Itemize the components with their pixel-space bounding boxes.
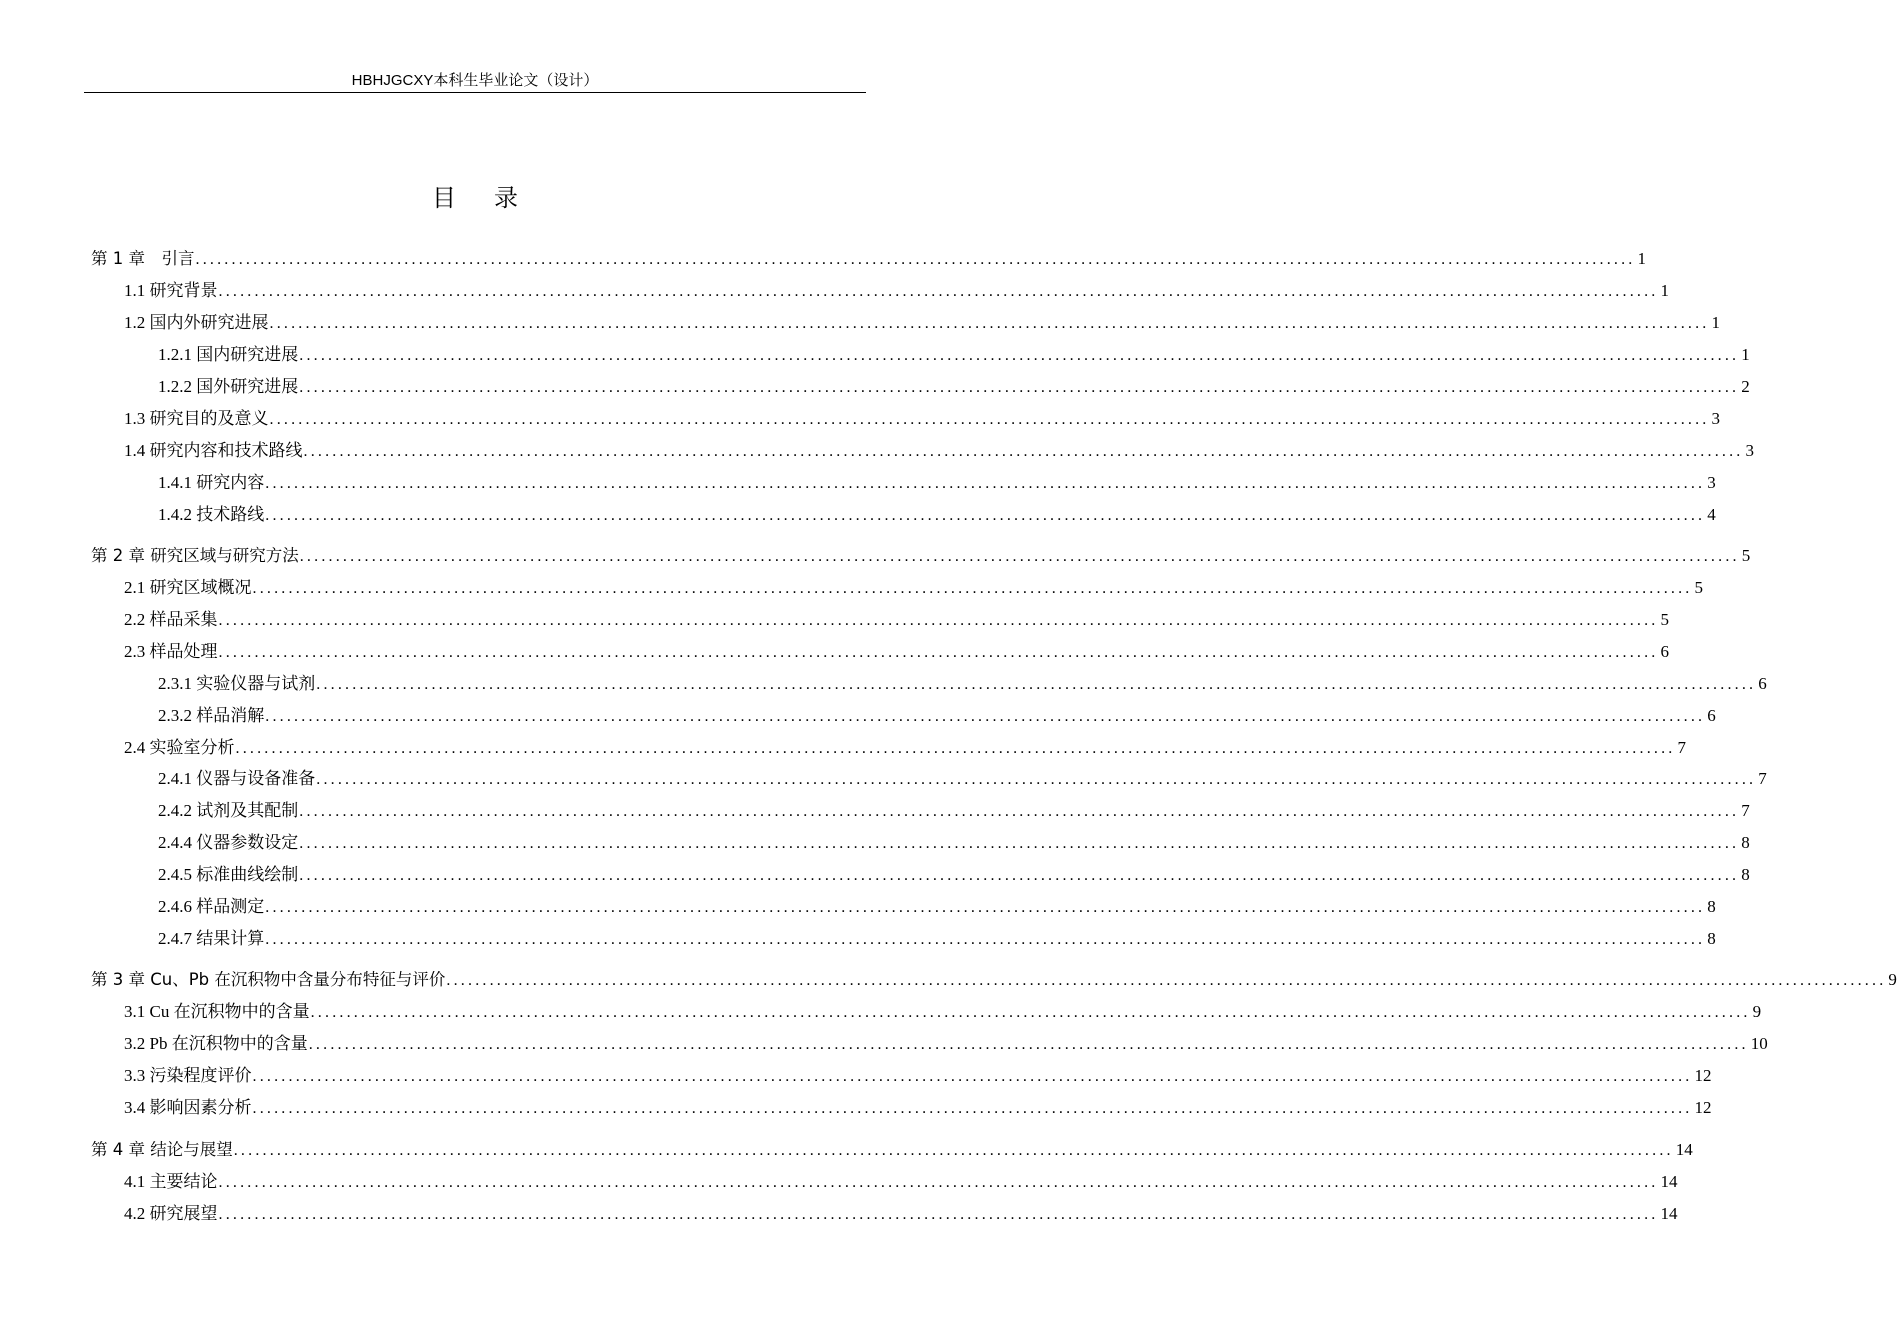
toc-entry-label: 2.3 样品处理	[124, 642, 218, 661]
toc-section-entry[interactable]	[124, 1097, 1712, 1120]
toc-page-number: 10	[1750, 1034, 1768, 1053]
toc-leader-dots: ........................................................................................................................................................................................................	[299, 867, 1740, 884]
toc-section-entry[interactable]	[124, 312, 1720, 335]
toc-page-number: 9	[1888, 970, 1897, 989]
toc-entry-label: 1.2.2 国外研究进展	[158, 377, 299, 396]
toc-section-entry[interactable]	[124, 408, 1720, 431]
toc-leader-dots: ........................................................................................................................................................................................................	[299, 379, 1740, 396]
toc-section-entry[interactable]	[158, 673, 1767, 696]
toc-chapter-entry[interactable]	[91, 545, 1751, 568]
toc-leader-dots: ........................................................................................................................................................................................................	[218, 644, 1659, 661]
toc-entry-label: 2.3.2 样品消解	[158, 706, 265, 725]
toc-section-entry[interactable]	[124, 280, 1669, 303]
toc-section-entry[interactable]	[124, 641, 1669, 664]
toc-leader-dots: ........................................................................................................................................................................................................	[299, 835, 1740, 852]
toc-leader-dots: ........................................................................................................................................................................................................	[235, 740, 1676, 757]
toc-entry-label: 1.4 研究内容和技术路线	[124, 441, 303, 460]
toc-page-number: 14	[1675, 1140, 1693, 1159]
toc-leader-dots: ........................................................................................................................................................................................................	[265, 899, 1706, 916]
toc-page-number: 3	[1711, 409, 1720, 428]
toc-page-number: 5	[1694, 578, 1703, 597]
toc-entry-label: 第 3 章 Cu、Pb 在沉积物中含量分布特征与评价	[91, 970, 446, 989]
toc-leader-dots: ........................................................................................................................................................................................................	[218, 1174, 1659, 1191]
page-header: HBHJGCXY本科生毕业论文（设计）	[351, 72, 599, 89]
toc-leader-dots: ........................................................................................................................................................................................................	[265, 475, 1706, 492]
toc-page-number: 7	[1741, 801, 1750, 820]
toc-entry-label: 第 1 章 引言	[91, 249, 195, 268]
toc-section-entry[interactable]	[124, 1203, 1678, 1226]
toc-section-entry[interactable]	[158, 928, 1716, 951]
toc-leader-dots: ........................................................................................................................................................................................................	[218, 283, 1659, 300]
toc-page-number: 5	[1741, 546, 1751, 565]
toc-entry-label: 2.4.2 试剂及其配制	[158, 801, 299, 820]
toc-leader-dots: ........................................................................................................................................................................................................	[299, 347, 1740, 364]
toc-entry-label: 4.2 研究展望	[124, 1204, 218, 1223]
toc-leader-dots: ........................................................................................................................................................................................................	[446, 972, 1887, 989]
toc-entry-label: 2.4.4 仪器参数设定	[158, 833, 299, 852]
toc-page-number: 12	[1694, 1098, 1712, 1117]
toc-chapter-entry[interactable]	[91, 248, 1646, 271]
toc-entry-label: 1.4.2 技术路线	[158, 505, 265, 524]
toc-leader-dots: ........................................................................................................................................................................................................	[269, 411, 1710, 428]
toc-page-number: 14	[1660, 1172, 1678, 1191]
toc-page-number: 14	[1660, 1204, 1678, 1223]
toc-leader-dots: ........................................................................................................................................................................................................	[265, 708, 1706, 725]
toc-title: 目录	[432, 184, 556, 212]
toc-entry-label: 2.1 研究区域概况	[124, 578, 252, 597]
toc-section-entry[interactable]	[124, 1033, 1768, 1056]
toc-entry-label: 3.4 影响因素分析	[124, 1098, 252, 1117]
toc-section-entry[interactable]	[158, 896, 1716, 919]
toc-page-number: 8	[1707, 929, 1716, 948]
toc-chapter-entry[interactable]	[91, 1139, 1693, 1162]
toc-section-entry[interactable]	[158, 504, 1716, 527]
toc-section-entry[interactable]	[158, 864, 1750, 887]
toc-entry-label: 2.4 实验室分析	[124, 738, 235, 757]
toc-entry-label: 第 4 章 结论与展望	[91, 1140, 233, 1159]
toc-section-entry[interactable]	[124, 737, 1686, 760]
toc-leader-dots: ........................................................................................................................................................................................................	[310, 1004, 1751, 1021]
toc-page-number: 12	[1694, 1066, 1712, 1085]
toc-entry-label: 1.2.1 国内研究进展	[158, 345, 299, 364]
toc-entry-label: 3.2 Pb 在沉积物中的含量	[124, 1034, 308, 1053]
toc-entry-label: 1.3 研究目的及意义	[124, 409, 269, 428]
toc-page-number: 8	[1741, 865, 1750, 884]
toc-section-entry[interactable]	[158, 768, 1767, 791]
toc-leader-dots: ........................................................................................................................................................................................................	[252, 580, 1693, 597]
toc-page-number: 1	[1660, 281, 1669, 300]
toc-page-number: 2	[1741, 377, 1750, 396]
toc-page-number: 3	[1707, 473, 1716, 492]
toc-entry-label: 2.4.6 样品测定	[158, 897, 265, 916]
toc-entry-label: 1.2 国内外研究进展	[124, 313, 269, 332]
toc-leader-dots: ........................................................................................................................................................................................................	[303, 443, 1744, 460]
toc-page-number: 1	[1741, 345, 1750, 364]
toc-leader-dots: ........................................................................................................................................................................................................	[316, 771, 1757, 788]
toc-page-number: 6	[1707, 706, 1716, 725]
toc-leader-dots: ........................................................................................................................................................................................................	[308, 1036, 1749, 1053]
toc-section-entry[interactable]	[124, 609, 1669, 632]
toc-leader-dots: ........................................................................................................................................................................................................	[299, 548, 1740, 565]
toc-entry-label: 1.4.1 研究内容	[158, 473, 265, 492]
toc-section-entry[interactable]	[124, 1001, 1762, 1024]
toc-entry-label: 2.3.1 实验仪器与试剂	[158, 674, 316, 693]
toc-entry-label: 3.3 污染程度评价	[124, 1066, 252, 1085]
toc-chapter-entry[interactable]	[91, 969, 1897, 992]
toc-entry-label: 1.1 研究背景	[124, 281, 218, 300]
toc-section-entry[interactable]	[158, 344, 1750, 367]
toc-leader-dots: ........................................................................................................................................................................................................	[218, 1206, 1659, 1223]
header-rule	[84, 92, 866, 93]
toc-entry-label: 4.1 主要结论	[124, 1172, 218, 1191]
toc-section-entry[interactable]	[158, 472, 1716, 495]
toc-entry-label: 2.4.5 标准曲线绘制	[158, 865, 299, 884]
toc-page-number: 1	[1637, 249, 1646, 268]
toc-section-entry[interactable]	[124, 440, 1754, 463]
toc-section-entry[interactable]	[124, 1065, 1712, 1088]
toc-section-entry[interactable]	[124, 1171, 1678, 1194]
toc-page-number: 4	[1707, 505, 1716, 524]
toc-page-number: 6	[1758, 674, 1767, 693]
toc-leader-dots: ........................................................................................................................................................................................................	[265, 931, 1706, 948]
toc-page-number: 5	[1660, 610, 1669, 629]
toc-leader-dots: ........................................................................................................................................................................................................	[269, 315, 1710, 332]
toc-section-entry[interactable]	[158, 832, 1750, 855]
toc-entry-label: 3.1 Cu 在沉积物中的含量	[124, 1002, 310, 1021]
toc-section-entry[interactable]	[124, 577, 1703, 600]
toc-page-number: 6	[1660, 642, 1669, 661]
toc-page-number: 1	[1711, 313, 1720, 332]
toc-leader-dots: ........................................................................................................................................................................................................	[218, 612, 1659, 629]
toc-page-number: 3	[1745, 441, 1754, 460]
toc-entry-label: 2.4.1 仪器与设备准备	[158, 769, 316, 788]
toc-page-number: 7	[1758, 769, 1767, 788]
toc-leader-dots: ........................................................................................................................................................................................................	[195, 251, 1636, 268]
toc-section-entry[interactable]	[158, 376, 1750, 399]
toc-entry-label: 2.4.7 结果计算	[158, 929, 265, 948]
toc-section-entry[interactable]	[158, 800, 1750, 823]
toc-page-number: 8	[1707, 897, 1716, 916]
toc-leader-dots: ........................................................................................................................................................................................................	[316, 676, 1757, 693]
toc-leader-dots: ........................................................................................................................................................................................................	[252, 1068, 1693, 1085]
toc-leader-dots: ........................................................................................................................................................................................................	[252, 1100, 1693, 1117]
toc-page-number: 7	[1677, 738, 1686, 757]
toc-leader-dots: ........................................................................................................................................................................................................	[233, 1142, 1674, 1159]
toc-page-number: 9	[1752, 1002, 1762, 1021]
toc-section-entry[interactable]	[158, 705, 1716, 728]
toc-leader-dots: ........................................................................................................................................................................................................	[265, 507, 1706, 524]
toc-page-number: 8	[1741, 833, 1750, 852]
toc-leader-dots: ........................................................................................................................................................................................................	[299, 803, 1740, 820]
toc-entry-label: 2.2 样品采集	[124, 610, 218, 629]
toc-entry-label: 第 2 章 研究区域与研究方法	[91, 546, 299, 565]
